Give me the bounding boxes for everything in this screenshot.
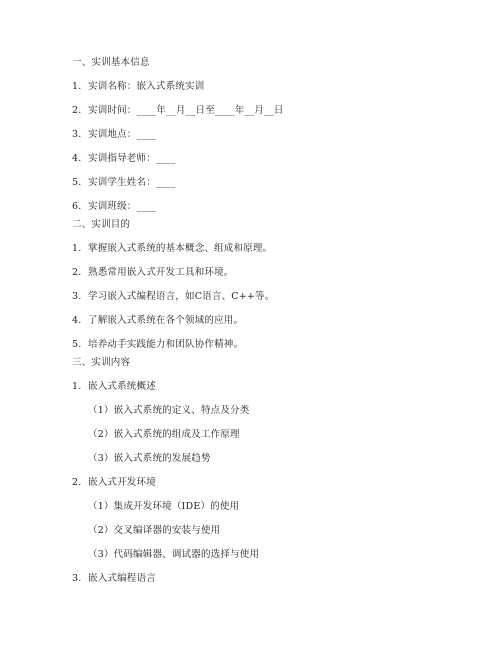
sub-list-item: （2）嵌入式系统的组成及工作原理	[88, 429, 240, 440]
sub-list-item: （1）集成开发环境（IDE）的使用	[88, 501, 240, 512]
list-item-number: 6.	[72, 201, 82, 212]
list-item-number: 1.	[72, 381, 82, 392]
list-item-number: 2.	[72, 477, 82, 488]
list-item-text: 嵌入式开发环境	[88, 477, 156, 488]
list-item	[72, 81, 204, 93]
list-item-text: 熟悉常用嵌入式开发工具和环境。	[88, 267, 234, 278]
list-item-text: 实训学生姓名：____	[88, 177, 176, 188]
list-item-number: 4.	[72, 153, 82, 164]
list-item	[72, 105, 284, 117]
list-item-text: 实训班级：____	[88, 201, 157, 212]
list-item	[72, 129, 156, 141]
list-item-text: 嵌入式系统概述	[88, 381, 156, 392]
list-item	[72, 153, 176, 165]
list-item-number: 3.	[72, 573, 82, 584]
sub-list-item: （3）代码编辑器、调试器的选择与使用	[88, 549, 260, 560]
list-item-number: 4.	[72, 315, 82, 326]
list-item	[72, 477, 156, 489]
list-item-text: 学习嵌入式编程语言，如C语言、C++等。	[88, 291, 275, 302]
list-item-number: 1.	[72, 81, 82, 92]
section-heading-content: 三、实训内容	[72, 357, 131, 368]
sub-list-item: （2）交叉编译器的安装与使用	[88, 525, 221, 536]
list-item-text: 实训指导老师：____	[88, 153, 176, 164]
list-item-number: 5.	[72, 177, 82, 188]
section-heading-basic-info: 一、实训基本信息	[72, 57, 150, 68]
section-heading-purpose: 二、实训目的	[72, 219, 131, 230]
list-item	[72, 177, 176, 189]
list-item-number: 2.	[72, 105, 82, 116]
list-item	[72, 267, 234, 279]
list-item-number: 5.	[72, 339, 82, 350]
sub-list-item: （1）嵌入式系统的定义、特点及分类	[88, 405, 250, 416]
list-item-text: 实训时间：____年__月__日至____年__月__日	[88, 105, 284, 116]
list-item	[72, 573, 156, 585]
list-item-number: 2.	[72, 267, 82, 278]
list-item-text: 嵌入式编程语言	[88, 573, 156, 584]
list-item-text: 实训地点：____	[88, 129, 157, 140]
list-item-text: 实训名称：嵌入式系统实训	[88, 81, 205, 92]
list-item	[72, 243, 272, 255]
list-item-text: 培养动手实践能力和团队协作精神。	[88, 339, 244, 350]
sub-list-item: （3）嵌入式系统的发展趋势	[88, 453, 211, 464]
list-item	[72, 315, 243, 327]
list-item	[72, 381, 156, 393]
list-item-number: 3.	[72, 129, 82, 140]
list-item-text: 了解嵌入式系统在各个领域的应用。	[88, 315, 244, 326]
list-item	[72, 339, 243, 351]
list-item-number: 1.	[72, 243, 82, 254]
list-item	[72, 201, 156, 213]
list-item-text: 掌握嵌入式系统的基本概念、组成和原理。	[88, 243, 273, 254]
list-item	[72, 291, 274, 303]
list-item-number: 3.	[72, 291, 82, 302]
